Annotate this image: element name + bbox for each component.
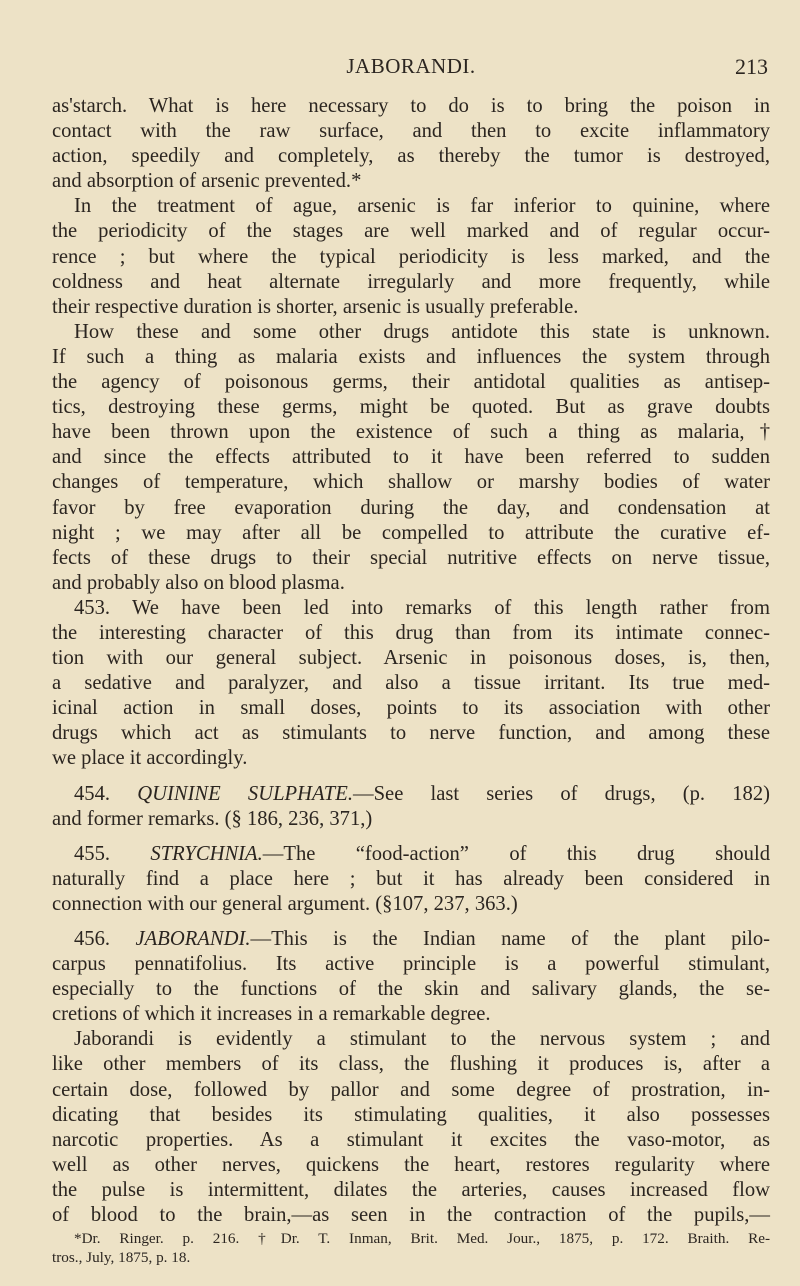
footnotes xyxy=(52,1229,770,1267)
text-line: and former remarks. (§ 186, 236, 371,) xyxy=(52,807,373,830)
section-455-line xyxy=(52,842,770,867)
text-line: If such a thing as malaria exists and influences the system through xyxy=(52,345,770,368)
text-line: icinal action in small doses, points to its association with other xyxy=(52,697,770,720)
section-456-line xyxy=(52,927,770,952)
text-line: carpus pennatifolius. Its active principle is a powerful stimulant, xyxy=(52,953,770,976)
text-line: like other members of its class, the flushing it produces is, after a xyxy=(52,1053,770,1076)
text-line: the periodicity of the stages are well marked and of regular occur- xyxy=(52,220,770,243)
section-number: 454. xyxy=(74,782,111,805)
text-line: In the treatment of ague, arsenic is far inferior to quinine, where xyxy=(74,195,770,218)
section-heading: QUININE SULPHATE. xyxy=(137,782,353,805)
book-page xyxy=(52,54,770,1267)
text-line: especially to the functions of the skin and salivary glands, the se- xyxy=(52,978,770,1001)
text-line: night ; we may after all be compelled to attribute the curative ef- xyxy=(52,521,770,544)
section-heading: STRYCHNIA. xyxy=(150,842,263,865)
text-line: the interesting character of this drug than from its intimate connec- xyxy=(52,621,770,644)
text-line: the agency of poisonous germs, their antidotal qualities as antisep- xyxy=(52,371,770,394)
running-head xyxy=(52,54,770,94)
text-line: 453. We have been led into remarks of this length rather from xyxy=(74,596,770,619)
text-line: as'starch. What is here necessary to do is to bring the poison in xyxy=(52,95,770,117)
text-line: their respective duration is shorter, arsenic is usually preferable. xyxy=(52,295,579,318)
text-line: a sedative and paralyzer, and also a tissue irritant. Its true med- xyxy=(52,672,770,695)
footnote-line: *Dr. Ringer. p. 216. †Dr. T. Inman, Brit. Med. Jour., 1875, p. 172. Braith. Re- xyxy=(74,1230,770,1248)
section-text: —See last series of drugs, (p. 182) xyxy=(353,782,770,805)
text-line: changes of temperature, which shallow or marshy bodies of water xyxy=(52,471,770,494)
text-line: drugs which act as stimulants to nerve function, and among these xyxy=(52,722,770,745)
text-line: we place it accordingly. xyxy=(52,747,248,770)
text-line: favor by free evaporation during the day, and condensation at xyxy=(52,496,770,519)
page-number: 213 xyxy=(735,54,768,79)
section-number: 455. xyxy=(74,842,111,865)
text-line: certain dose, followed by pallor and some degree of prostration, in- xyxy=(52,1078,770,1101)
text-line: How these and some other drugs antidote this state is unknown. xyxy=(74,320,770,343)
text-line: action, speedily and completely, as thereby the tumor is destroyed, xyxy=(52,145,770,168)
section-number: 456. xyxy=(74,928,111,950)
body-text xyxy=(52,94,770,1228)
section-text: —The “food-action” of this drug should xyxy=(262,842,770,865)
text-line: dicating that besides its stimulating qualities, it also possesses xyxy=(52,1103,770,1126)
text-line: cretions of which it increases in a remarkable degree. xyxy=(52,1003,491,1026)
text-line: naturally find a place here ; but it has already been considered in xyxy=(52,867,770,890)
text-line: tion with our general subject. Arsenic in poisonous doses, is, then, xyxy=(52,647,770,670)
text-line: well as other nerves, quickens the heart, restores regularity where xyxy=(52,1153,770,1176)
text-line: the pulse is intermittent, dilates the arteries, causes increased flow xyxy=(52,1178,770,1201)
text-line: narcotic properties. As a stimulant it excites the vaso-motor, as xyxy=(52,1128,770,1151)
section-text: —This is the Indian name of the plant pilo- xyxy=(250,928,770,950)
text-line: coldness and heat alternate irregularly and more frequently, while xyxy=(52,270,770,293)
text-line: and absorption of arsenic prevented.* xyxy=(52,170,362,193)
text-line: of blood to the brain,—as seen in the contraction of the pupils,— xyxy=(52,1204,770,1227)
section-454-line xyxy=(52,782,770,807)
section-heading: JABORANDI. xyxy=(135,928,251,950)
running-title: JABORANDI. xyxy=(346,54,476,78)
text-line: connection with our general argument. (§107, 237, 363.) xyxy=(52,892,518,915)
text-line: contact with the raw surface, and then to excite inflammatory xyxy=(52,120,770,143)
text-line: fects of these drugs to their special nutritive effects on nerve tissue, xyxy=(52,546,770,569)
text-line: have been thrown upon the existence of such a thing as malaria,† xyxy=(52,421,770,444)
footnote-line: tros., July, 1875, p. 18. xyxy=(52,1249,191,1267)
text-line: rence ; but where the typical periodicity is less marked, and the xyxy=(52,245,770,268)
text-line: tics, destroying these germs, might be quoted. But as grave doubts xyxy=(52,396,770,419)
text-line: Jaborandi is evidently a stimulant to the nervous system ; and xyxy=(74,1028,770,1051)
text-line: and since the effects attributed to it have been referred to sudden xyxy=(52,446,770,469)
text-line: and probably also on blood plasma. xyxy=(52,571,345,594)
